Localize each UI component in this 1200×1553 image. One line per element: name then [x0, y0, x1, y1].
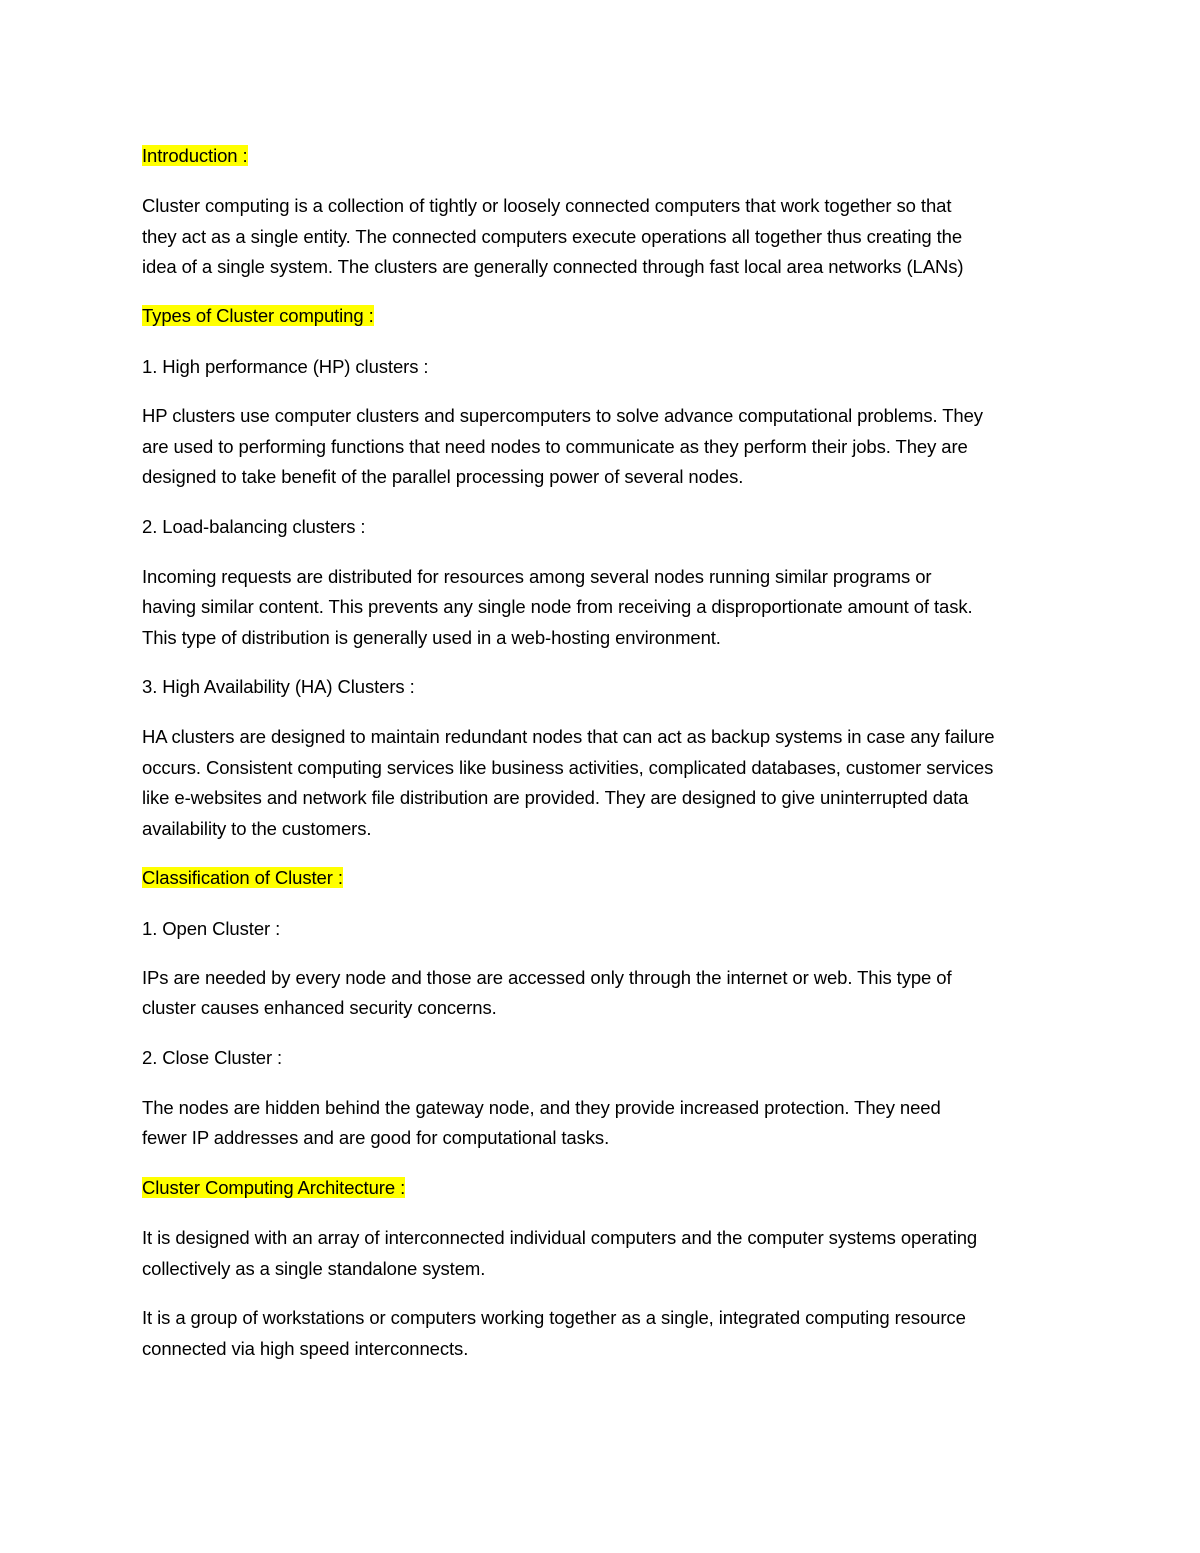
- paragraph-line: The nodes are hidden behind the gateway node, and they provide increased protection. They need: [142, 1097, 941, 1118]
- paragraph-line: designed to take benefit of the parallel processing power of several nodes.: [142, 466, 744, 487]
- subheading-open-cluster: 1. Open Cluster :: [142, 918, 281, 939]
- subheading-hp-clusters: 1. High performance (HP) clusters :: [142, 356, 429, 377]
- paragraph-line: connected via high speed interconnects.: [142, 1338, 469, 1359]
- paragraph-line: HA clusters are designed to maintain redundant nodes that can act as backup systems in case any failure: [142, 726, 995, 747]
- subheading-ha-clusters: 3. High Availability (HA) Clusters :: [142, 676, 415, 697]
- paragraph-line: IPs are needed by every node and those are accessed only through the internet or web. This type of: [142, 967, 952, 988]
- heading-classification: Classification of Cluster :: [142, 867, 343, 888]
- paragraph-line: HP clusters use computer clusters and supercomputers to solve advance computational problems. They: [142, 405, 983, 426]
- paragraph-line: Cluster computing is a collection of tightly or loosely connected computers that work together so that: [142, 195, 952, 216]
- subheading-close-cluster: 2. Close Cluster :: [142, 1047, 283, 1068]
- paragraph-line: It is a group of workstations or computers working together as a single, integrated computing resource: [142, 1307, 966, 1328]
- paragraph-line: Incoming requests are distributed for resources among several nodes running similar programs or: [142, 566, 932, 587]
- heading-introduction: Introduction :: [142, 145, 248, 166]
- heading-types-of-cluster: Types of Cluster computing :: [142, 305, 374, 326]
- paragraph-line: availability to the customers.: [142, 818, 372, 839]
- heading-architecture: Cluster Computing Architecture :: [142, 1177, 406, 1198]
- paragraph-line: having similar content. This prevents any single node from receiving a disproportionate amount of task.: [142, 596, 973, 617]
- paragraph-line: idea of a single system. The clusters are generally connected through fast local area networks (LANs): [142, 256, 964, 277]
- paragraph-line: like e-websites and network file distribution are provided. They are designed to give uninterrupted data: [142, 787, 969, 808]
- paragraph-line: It is designed with an array of interconnected individual computers and the computer systems operating: [142, 1227, 978, 1248]
- paragraph-line: occurs. Consistent computing services like business activities, complicated databases, customer services: [142, 757, 994, 778]
- paragraph-line: cluster causes enhanced security concerns.: [142, 997, 497, 1018]
- paragraph-line: they act as a single entity. The connected computers execute operations all together thus creating the: [142, 226, 963, 247]
- subheading-load-balancing: 2. Load-balancing clusters :: [142, 516, 366, 537]
- paragraph-line: fewer IP addresses and are good for computational tasks.: [142, 1127, 610, 1148]
- paragraph-line: This type of distribution is generally used in a web-hosting environment.: [142, 627, 721, 648]
- paragraph-line: are used to performing functions that need nodes to communicate as they perform their jobs. They are: [142, 436, 968, 457]
- paragraph-line: collectively as a single standalone system.: [142, 1258, 486, 1279]
